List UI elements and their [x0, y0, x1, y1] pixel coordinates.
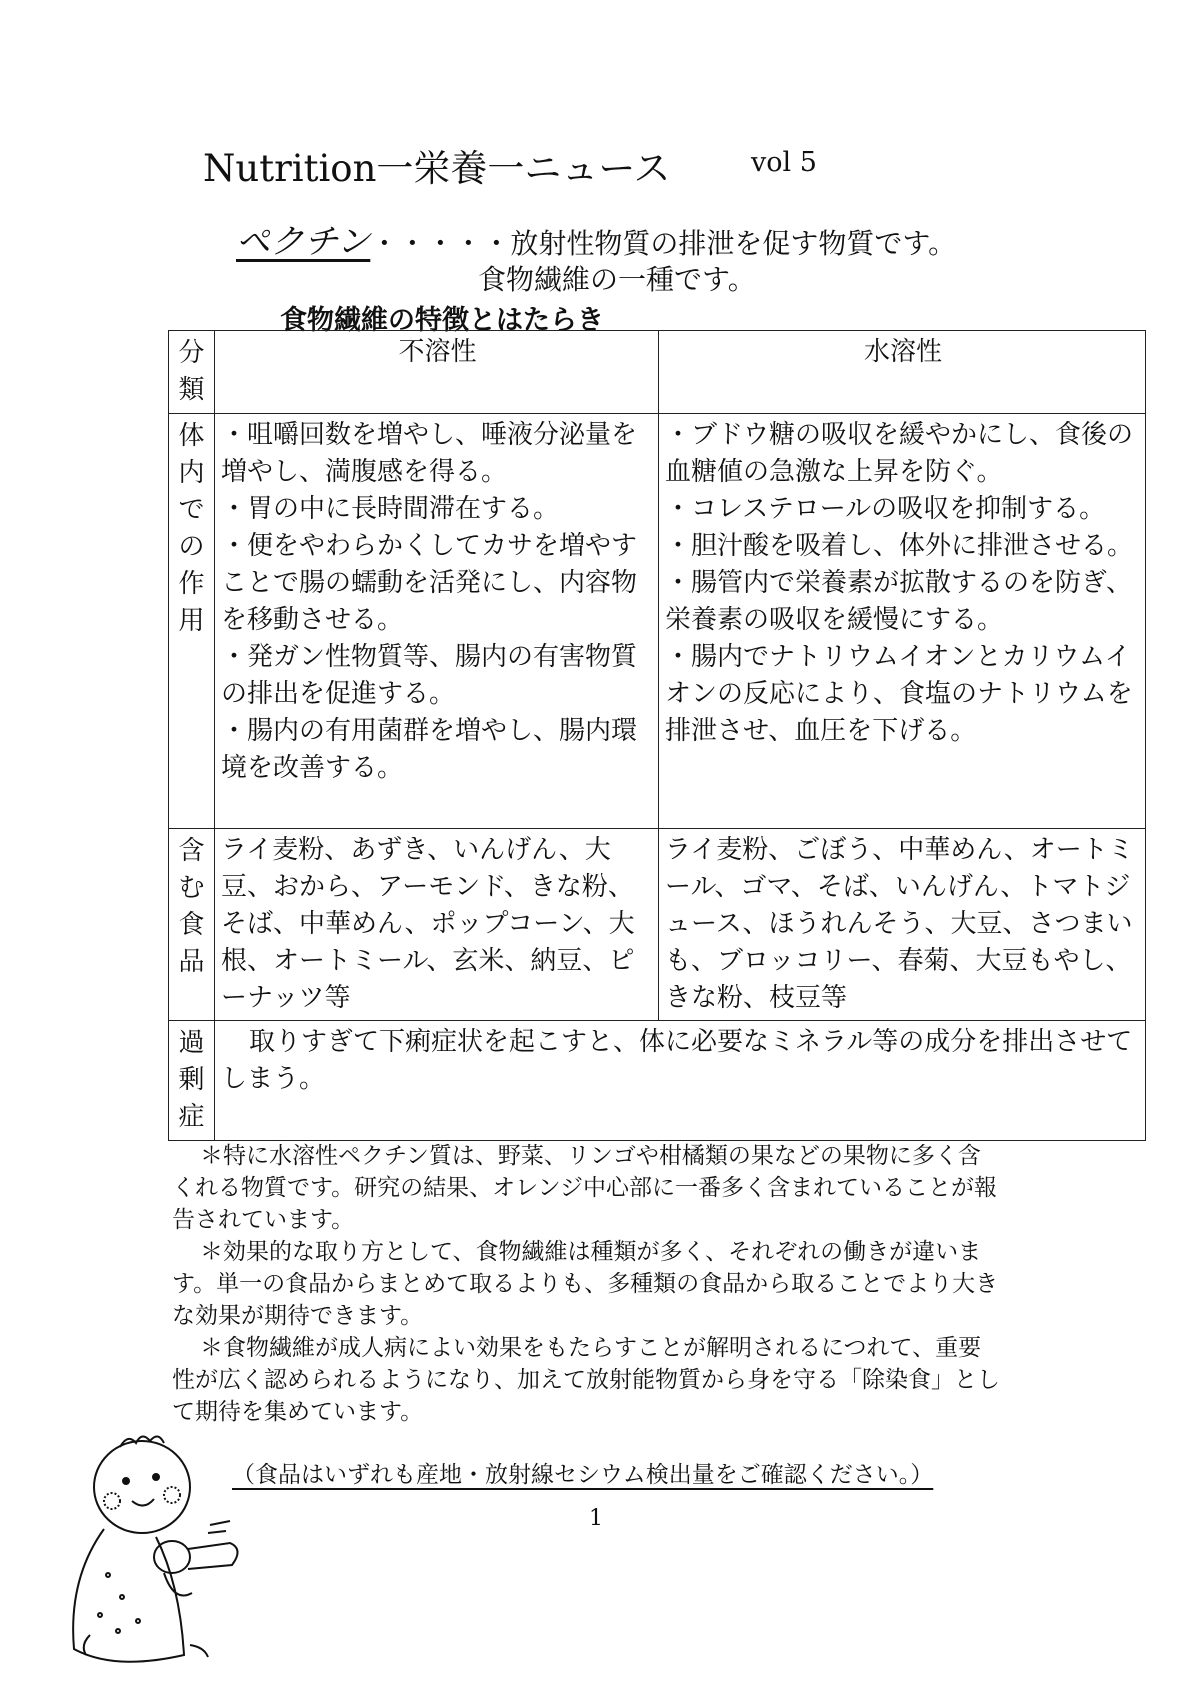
row-label-classification: 分 類 — [169, 331, 215, 414]
pectin-description: 放射性物質の排泄を促す物質です。 — [510, 227, 957, 260]
pectin-dots: ・・・・・ — [370, 227, 511, 260]
newsletter-title: Nutrition一栄養一ニュース — [203, 147, 671, 190]
table-row — [169, 1021, 1146, 1141]
list-item: ・便をやわらかくしてカサを増やすことで腸の蠕動を活発にし、内容物を移動させる。 — [221, 531, 638, 635]
list-item: ・コレステロールの吸収を抑制する。 — [665, 494, 1106, 524]
baby-with-plush-toy-icon — [60, 1425, 260, 1675]
note-paragraph: ＊効果的な取り方として、食物繊維は種類が多く、それぞれの働きが違います。単一の食品からまとめて取るよりも、多種類の食品から取ることでより大きな効果が期待できます。 — [172, 1239, 999, 1329]
table-row — [169, 331, 1146, 414]
list-item: ・胃の中に長時間滞在する。 — [221, 494, 560, 524]
notes-section — [172, 1140, 1002, 1428]
pectin-intro — [236, 214, 956, 263]
excess-cell — [215, 1021, 1146, 1141]
soluble-foods-cell: ライ麦粉、ごぼう、中華めん、オートミール、ゴマ、そば、いんげん、トマトジュース、ほうれんそう、大豆、さつまいも、ブロッコリー、春菊、大豆もやし、きな粉、枝豆等 — [659, 829, 1146, 1021]
table-row — [169, 414, 1146, 829]
list-item: ・咀嚼回数を増やし、唾液分泌量を増やし、満腹感を得る。 — [221, 420, 638, 487]
row-label-action: 体 内 で の 作 用 — [169, 414, 215, 829]
list-item: ・腸内の有用菌群を増やし、腸内環境を改善する。 — [221, 716, 638, 783]
note-paragraph: ＊特に水溶性ペクチン質は、野菜、リンゴや柑橘類の果などの果物に多く含くれる物質です。研究の結果、オレンジ中心部に一番多く含まれていることが報告されています。 — [172, 1143, 998, 1233]
pectin-subtext: 食物繊維の一種です。 — [478, 263, 756, 296]
insoluble-action-cell — [215, 414, 659, 829]
page-number: 1 — [589, 1506, 603, 1531]
col-header-soluble: 水溶性 — [659, 331, 1146, 414]
newsletter-header — [203, 138, 923, 188]
volume-label: vol 5 — [751, 147, 817, 178]
note-paragraph: ＊食物繊維が成人病によい効果をもたらすことが解明されるにつれて、重要性が広く認められるようになり、加えて放射能物質から身を守る「除染食」として期待を集めています。 — [172, 1335, 1000, 1425]
list-item: ・ブドウ糖の吸収を緩やかにし、食後の血糖値の急激な上昇を防ぐ。 — [665, 420, 1134, 487]
row-label-excess: 過 剰 症 — [169, 1021, 215, 1141]
table-title: 食物繊維の特徴とはたらき — [280, 305, 604, 336]
pectin-word: ペクチン — [236, 222, 371, 262]
list-item: ・発ガン性物質等、腸内の有害物質の排出を促進する。 — [221, 642, 638, 709]
excess-text: 取りすぎて下痢症状を起こすと、体に必要なミネラル等の成分を排出させてしまう。 — [221, 1027, 1133, 1094]
footer-note: （食品はいずれも産地・放射線セシウム検出量をご確認ください。） — [232, 1462, 934, 1488]
fiber-table — [168, 330, 1146, 1141]
row-label-foods: 含 む 食 品 — [169, 829, 215, 1021]
list-item: ・腸管内で栄養素が拡散するのを防ぎ、栄養素の吸収を緩慢にする。 — [665, 568, 1132, 635]
list-item: ・胆汁酸を吸着し、体外に排泄させる。 — [665, 531, 1134, 561]
col-header-insoluble: 不溶性 — [215, 331, 659, 414]
soluble-action-cell — [659, 414, 1146, 829]
insoluble-foods-cell: ライ麦粉、あずき、いんげん、大豆、おから、アーモンド、きな粉、そば、中華めん、ポップコーン、大根、オートミール、玄米、納豆、ピーナッツ等 — [215, 829, 659, 1021]
table-row — [169, 829, 1146, 1021]
list-item: ・腸内でナトリウムイオンとカリウムイオンの反応により、食塩のナトリウムを排泄させ、血圧を下げる。 — [665, 642, 1133, 746]
